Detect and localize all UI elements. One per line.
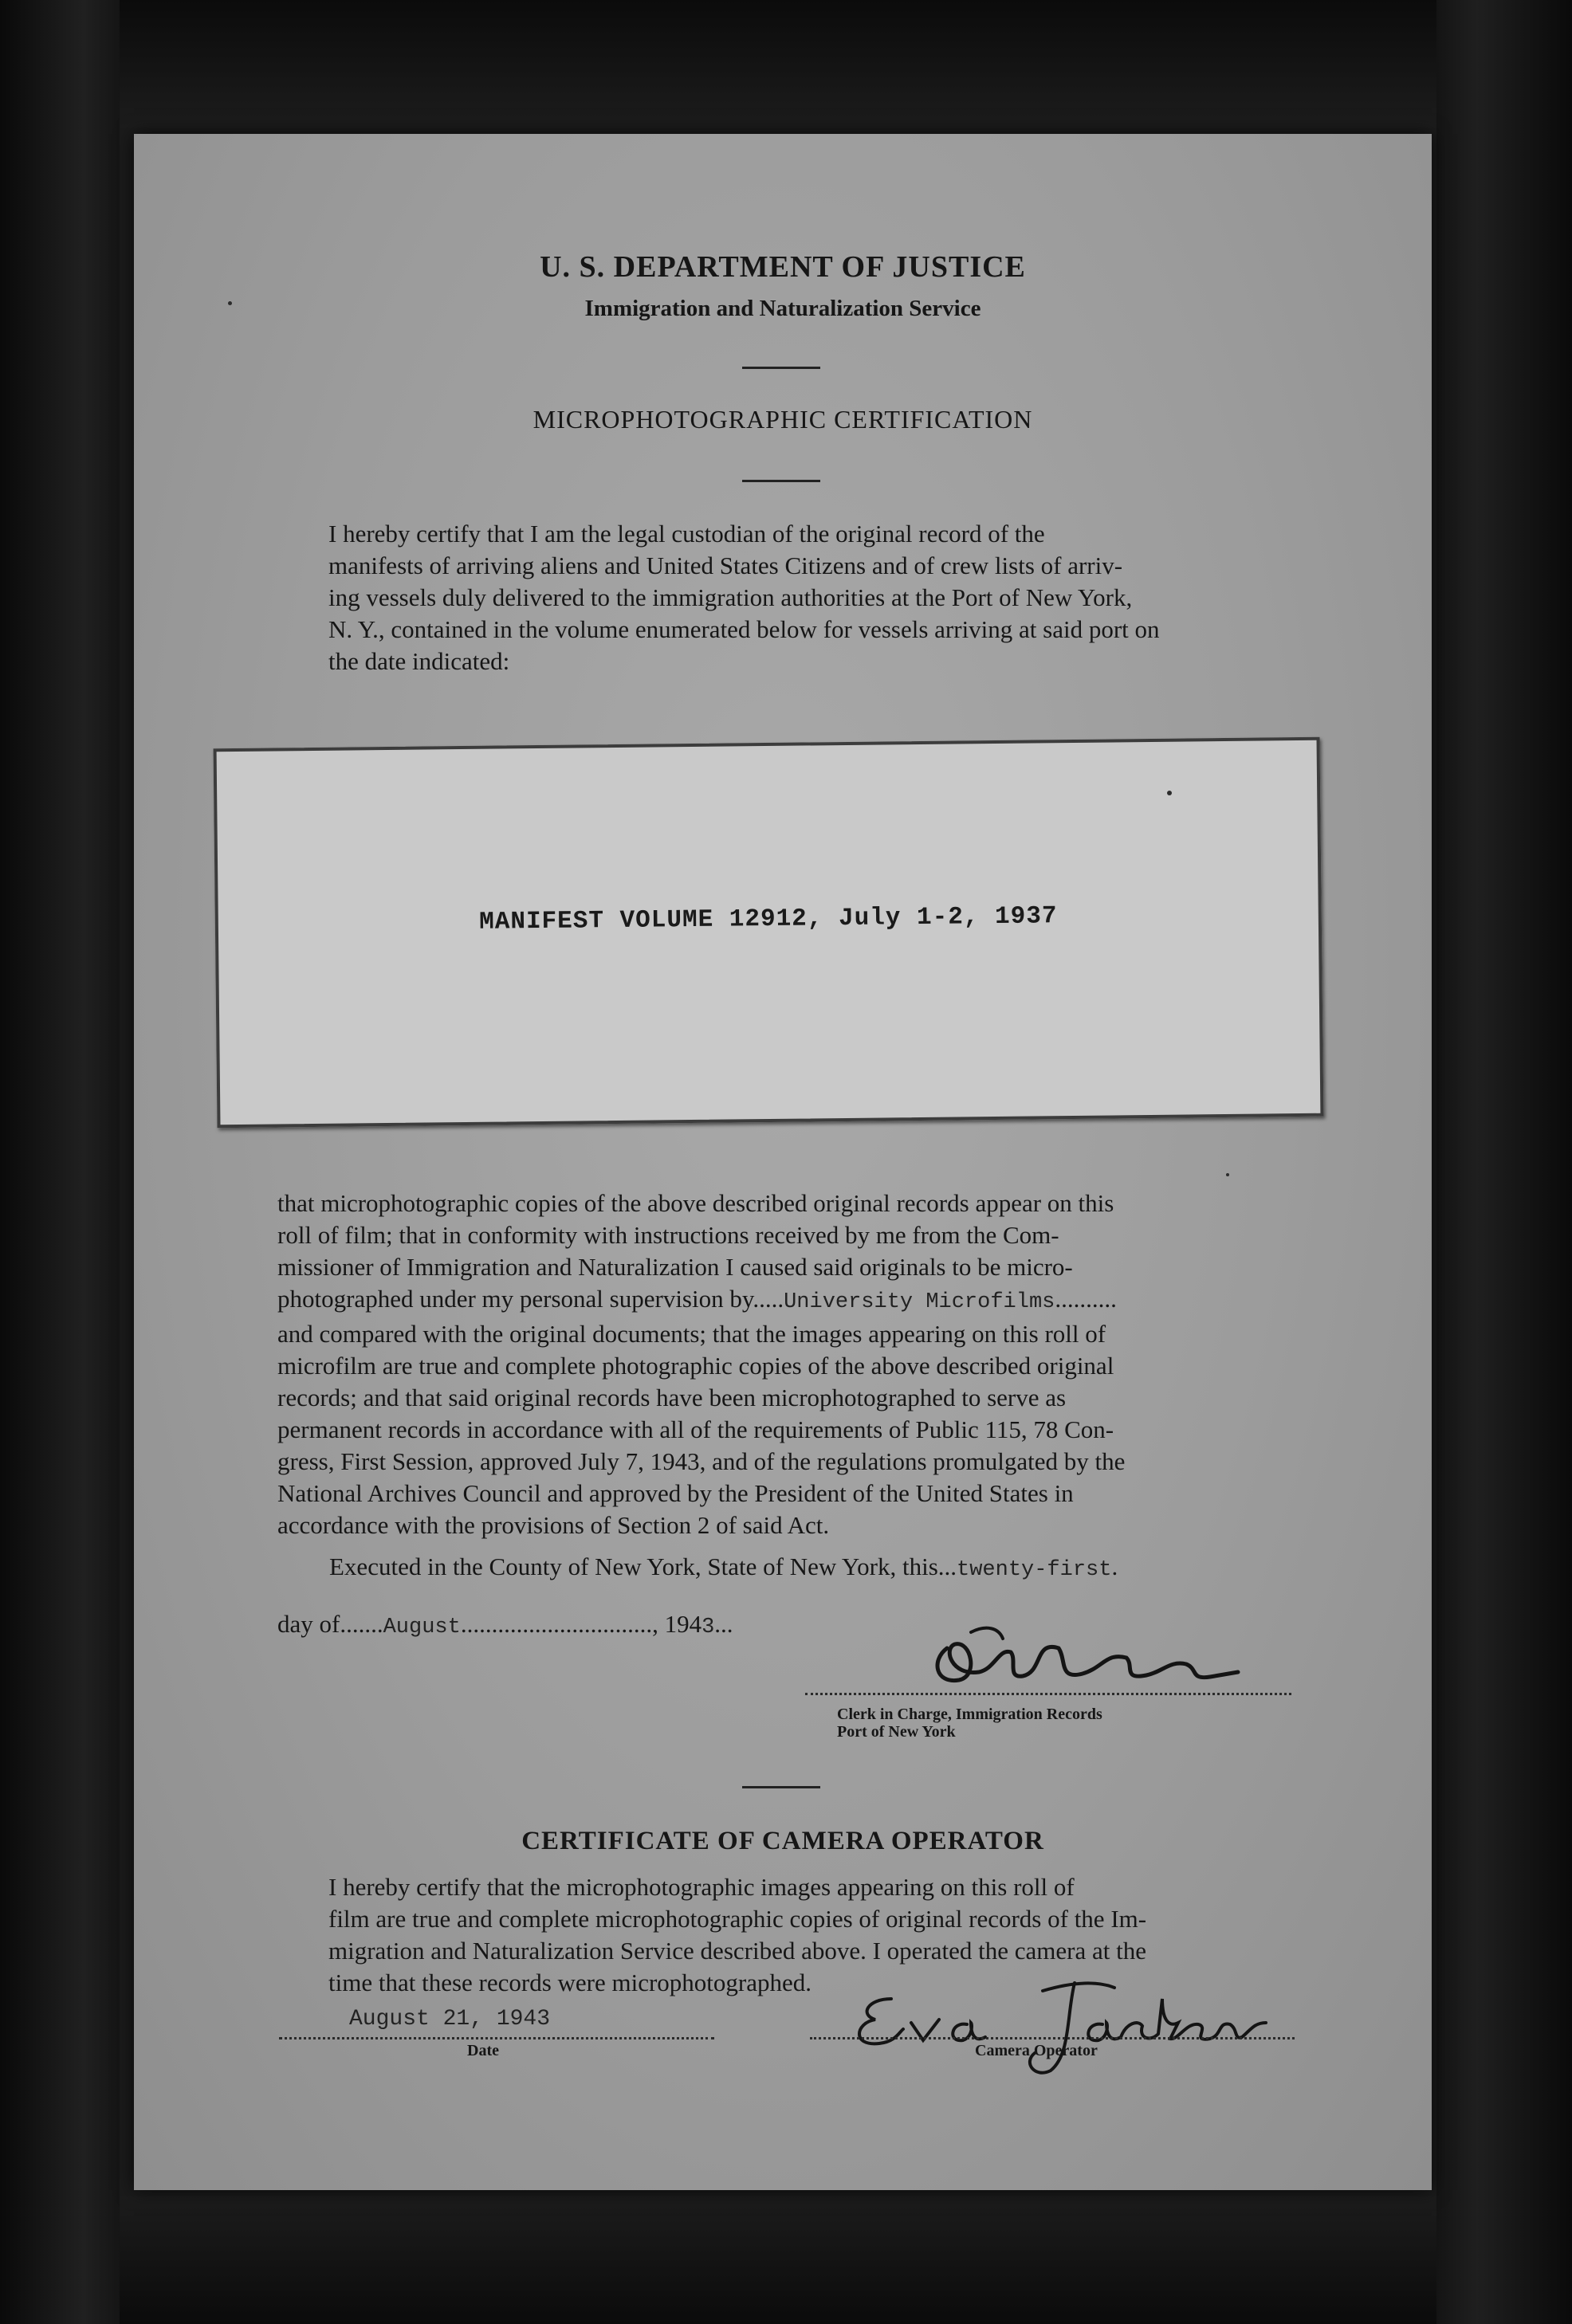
copies-paragraph: [277, 1188, 1298, 1541]
paragraph-line: National Archives Council and approved by the President of the United States in: [277, 1479, 1074, 1507]
film-border-bottom: [0, 2196, 1572, 2324]
paragraph-line: records; and that said original records have been microphotographed to serve as: [277, 1384, 1067, 1411]
clerk-title-line: Port of New York: [837, 1723, 956, 1741]
camera-operator-label: Camera Operator: [975, 2042, 1098, 2059]
year-prefix: , 194: [652, 1610, 702, 1638]
execution-month-value: August: [383, 1615, 461, 1639]
film-speck: [228, 301, 232, 305]
paragraph-line: film are true and complete microphotographic copies of original records of the Im-: [328, 1905, 1147, 1933]
certificate-sheet: [134, 134, 1432, 2190]
film-speck: [1167, 791, 1172, 795]
execution-year-value: 3: [702, 1615, 715, 1639]
paragraph-line: and compared with the original documents; that the images appearing on this roll of: [277, 1320, 1106, 1348]
paragraph-line: I hereby certify that the microphotographic images appearing on this roll of: [328, 1873, 1075, 1901]
film-border-right: [1436, 0, 1572, 2324]
film-border-top: [0, 0, 1572, 128]
operator-signature-line: [810, 2037, 1295, 2039]
camera-certificate-title: CERTIFICATE OF CAMERA OPERATOR: [521, 1827, 1044, 1855]
supervision-line: photographed under my personal supervision by.....University Microfilms..........: [277, 1285, 1117, 1314]
paragraph-line: that microphotographic copies of the above described original records appear on this: [277, 1189, 1114, 1217]
paragraph-line: missioner of Immigration and Naturalization I caused said originals to be micro-: [277, 1253, 1073, 1281]
clerk-title: [837, 1706, 1102, 1741]
supervision-prefix: photographed under my personal supervision by: [277, 1285, 753, 1313]
paragraph-line: the date indicated:: [328, 647, 510, 675]
film-border-left: [0, 0, 120, 2324]
film-speck: [1226, 1173, 1229, 1176]
paragraph-line: accordance with the provisions of Section 2 of said Act.: [277, 1511, 830, 1539]
paragraph-line: microfilm are true and complete photographic copies of the above described original: [277, 1352, 1114, 1380]
divider-rule: [742, 367, 820, 369]
manifest-volume-text: MANIFEST VOLUME 12912, July 1-2, 1937: [479, 902, 1058, 936]
clerk-signature: [923, 1616, 1258, 1704]
paragraph-line: migration and Naturalization Service described above. I operated the camera at the: [328, 1937, 1146, 1965]
operator-signature: [835, 1967, 1282, 2086]
clerk-signature-line: [805, 1693, 1291, 1695]
paragraph-line: ing vessels duly delivered to the immigration authorities at the Port of New York,: [328, 583, 1133, 611]
paragraph-line: time that these records were microphotographed.: [328, 1969, 812, 1996]
service-subtitle: Immigration and Naturalization Service: [584, 296, 981, 321]
paragraph-line: roll of film; that in conformity with instructions received by me from the Com-: [277, 1221, 1059, 1249]
paragraph-line: N. Y., contained in the volume enumerated below for vessels arriving at said port on: [328, 615, 1160, 643]
paragraph-line: permanent records in accordance with all of the requirements of Public 115, 78 Con-: [277, 1415, 1114, 1443]
date-label: Date: [467, 2042, 499, 2059]
date-of-execution-line: day of.......August..............................., 1943...: [277, 1610, 733, 1639]
execution-day-value: twenty-first: [957, 1558, 1112, 1582]
volume-slip: [214, 737, 1324, 1129]
paragraph-line: manifests of arriving aliens and United States Citizens and of crew lists of arriv-: [328, 552, 1123, 579]
execution-prefix: Executed in the County of New York, State of New York, this: [329, 1553, 938, 1580]
paragraph-line: gress, First Session, approved July 7, 1943, and of the regulations promulgated by the: [277, 1447, 1126, 1475]
supervision-fill-value: University Microfilms: [784, 1290, 1055, 1314]
execution-line: Executed in the County of New York, State of New York, this...twenty-first.: [329, 1553, 1118, 1582]
divider-rule: [742, 480, 820, 482]
certification-title: MICROPHOTOGRAPHIC CERTIFICATION: [533, 405, 1033, 434]
camera-date-value: August 21, 1943: [349, 2007, 551, 2032]
date-line: [279, 2037, 714, 2039]
day-of-prefix: day of: [277, 1610, 340, 1638]
custodian-paragraph: [277, 518, 1298, 677]
clerk-title-line: Clerk in Charge, Immigration Records: [837, 1706, 1102, 1723]
paragraph-line: I hereby certify that I am the legal custodian of the original record of the: [328, 520, 1045, 548]
department-title: U. S. DEPARTMENT OF JUSTICE: [540, 250, 1026, 284]
divider-rule: [742, 1786, 820, 1788]
